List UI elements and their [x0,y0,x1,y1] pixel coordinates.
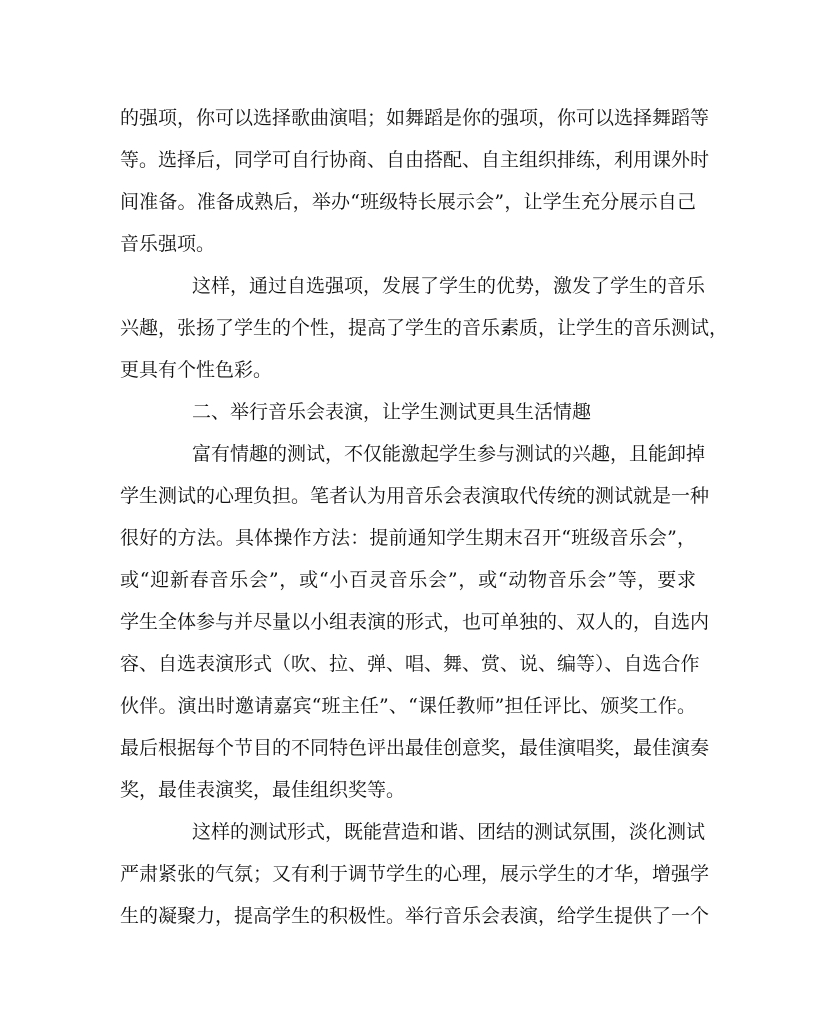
text-line: 兴趣，张扬了学生的个性，提高了学生的音乐素质，让学生的音乐测试， [120,317,729,339]
text-line: 音乐强项。 [120,233,216,255]
text-line: 容、自选表演形式（吹、拉、弹、唱、舞、赏、说、编等）、自选合作 [120,653,700,675]
text-line: 奖，最佳表演奖，最佳组织奖等。 [120,779,406,801]
text-line: 生的凝聚力，提高学生的积极性。举行音乐会表演，给学生提供了一个 [120,905,710,927]
text-line: 学生全体参与并尽量以小组表演的形式，也可单独的、双人的，自选内 [120,611,710,633]
text-line: 或“迎新春音乐会”，或“小百灵音乐会”，或“动物音乐会”等，要求 [120,569,696,591]
text-line: 间准备。准备成熟后，举办“班级特长展示会”，让学生充分展示自己 [120,191,696,213]
text-line: 很好的方法。具体操作方法：提前通知学生期末召开“班级音乐会”， [120,527,696,549]
text-line: 学生测试的心理负担。笔者认为用音乐会表演取代传统的测试就是一种 [120,485,710,507]
paragraph-first-line: 这样的测试形式，既能营造和谐、团结的测试氛围，淡化测试 [192,821,706,843]
text-line: 严肃紧张的气氛；又有利于调节学生的心理，展示学生的才华，增强学 [120,863,710,885]
text-line: 更具有个性色彩。 [120,359,273,381]
paragraph-first-line: 这样，通过自选强项，发展了学生的优势，激发了学生的音乐 [192,275,706,297]
section-heading: 二、举行音乐会表演，让学生测试更具生活情趣 [192,401,592,423]
text-line: 等。选择后，同学可自行协商、自由搭配、自主组织排练，利用课外时 [120,149,710,171]
text-line: 的强项，你可以选择歌曲演唱；如舞蹈是你的强项，你可以选择舞蹈等 [120,107,710,129]
text-line: 最后根据每个节目的不同特色评出最佳创意奖，最佳演唱奖，最佳演奏 [120,737,710,759]
paragraph-first-line: 富有情趣的测试，不仅能激起学生参与测试的兴趣，且能卸掉 [192,443,706,465]
text-line: 伙伴。演出时邀请嘉宾“班主任”、“课任教师”担任评比、颁奖工作。 [120,695,696,717]
